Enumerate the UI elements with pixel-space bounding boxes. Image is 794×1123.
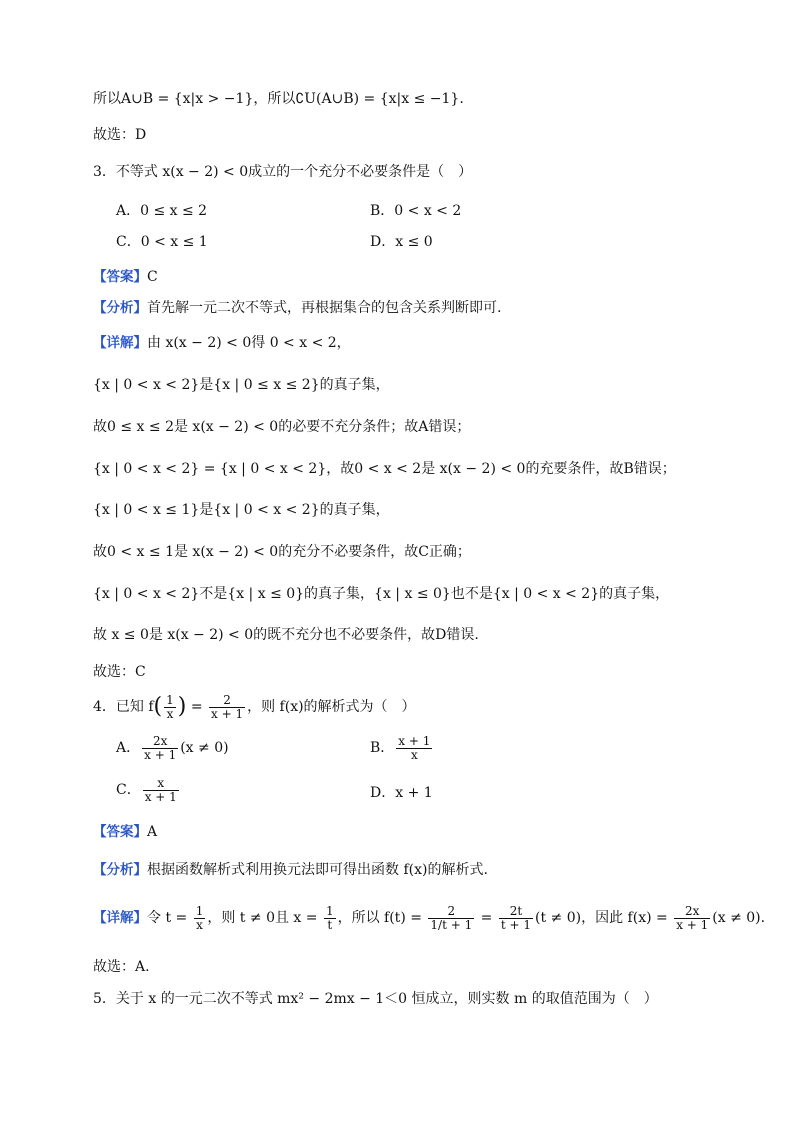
answer-tag: 【答案】: [93, 269, 147, 285]
line-select-d: 故选：D: [93, 127, 147, 143]
q3-detail-line-3: {x | 0 < x < 2} = {x | 0 < x < 2}，故0 < x < 2是 x(x − 2) < 0的充要条件，故B错误；: [93, 461, 676, 477]
q3-option-d: D．x ≤ 0: [370, 234, 433, 250]
frac-2-over-xp1: $\frac{2}{x + 1}$: [211, 692, 244, 721]
q4-prefix: 4．已知 f: [93, 699, 154, 715]
q4-option-b: B． $\frac{x + 1}{x}$: [370, 733, 431, 762]
detail-tag: 【详解】: [93, 335, 147, 351]
analysis-tag: 【分析】: [93, 300, 147, 316]
q3-detail-line-2: 故0 ≤ x ≤ 2是 x(x − 2) < 0的必要不充分条件；故A错误；: [93, 419, 471, 435]
q3-detail-line-5: 故0 < x ≤ 1是 x(x − 2) < 0的充分不必要条件，故C正确；: [93, 544, 471, 560]
analysis-text: 首先解一元二次不等式，再根据集合的包含关系判断即可.: [147, 300, 502, 316]
line-union-result: 所以A∪B = {x|x > −1}，所以∁U(A∪B) = {x|x ≤ −1}.: [93, 91, 464, 107]
q4-select: 故选：A.: [93, 959, 150, 975]
answer-value: C: [147, 269, 158, 285]
q3-detail-line-6: {x | 0 < x < 2}不是{x | x ≤ 0}的真子集，{x | x ≤ 0}也不是{x | 0 < x < 2}的真子集，: [93, 586, 670, 602]
question-4: 4．已知 f( $\frac{1}{x}$ ) = $\frac{2}{x + 1}$ ，则 f(x)的解析式为（ ）: [93, 692, 416, 721]
q4-detail: 【详解】令 t = $\frac{1}{x}$ ，则 t ≠ 0且 x = $\frac{1}{t}$ ，所以 f(t) = $\frac{2}{1/t + 1}$ = $\frac{2t}{t + 1}$ (t ≠ 0)，因此 f(x) = $\frac{2x}{x + 1}$ (x ≠ 0).: [93, 903, 766, 932]
q4-answer: 【答案】A: [93, 824, 158, 840]
q3-detail-line-4: {x | 0 < x ≤ 1}是{x | 0 < x < 2}的真子集，: [93, 502, 390, 518]
q3-analysis: [93, 299, 501, 317]
q4-analysis: 【分析】根据函数解析式利用换元法即可得出函数 f(x)的解析式.: [93, 862, 488, 878]
question-3: 3．不等式 x(x − 2) < 0成立的一个充分不必要条件是（ ）: [93, 164, 473, 180]
q3-option-c: C．0 < x ≤ 1: [116, 234, 208, 250]
q3-option-b: B．0 < x < 2: [370, 203, 462, 219]
q4-option-d: D．x + 1: [370, 785, 433, 801]
q3-detail-line-7: 故 x ≤ 0是 x(x − 2) < 0的既不充分也不必要条件，故D错误.: [93, 627, 479, 643]
q3-select: 故选：C: [93, 664, 146, 680]
frac-1-over-x: $\frac{1}{x}$: [166, 692, 174, 721]
detail-text: 由 x(x − 2) < 0得 0 < x < 2，: [147, 335, 351, 351]
q3-option-a: A．0 ≤ x ≤ 2: [116, 203, 208, 219]
q4-option-c: C． $\frac{x}{x + 1}$: [116, 775, 177, 804]
q3-answer: [93, 268, 158, 286]
question-5: 5．关于 x 的一元二次不等式 mx² − 2mx − 1＜0 恒成立，则实数 m 的取值范围为（ ）: [93, 991, 658, 1007]
q3-detail-line-1: {x | 0 < x < 2}是{x | 0 ≤ x ≤ 2}的真子集，: [93, 377, 390, 393]
q4-option-a: A． $\frac{2x}{x + 1}$ (x ≠ 0): [116, 733, 229, 762]
q3-detail: [93, 334, 351, 352]
